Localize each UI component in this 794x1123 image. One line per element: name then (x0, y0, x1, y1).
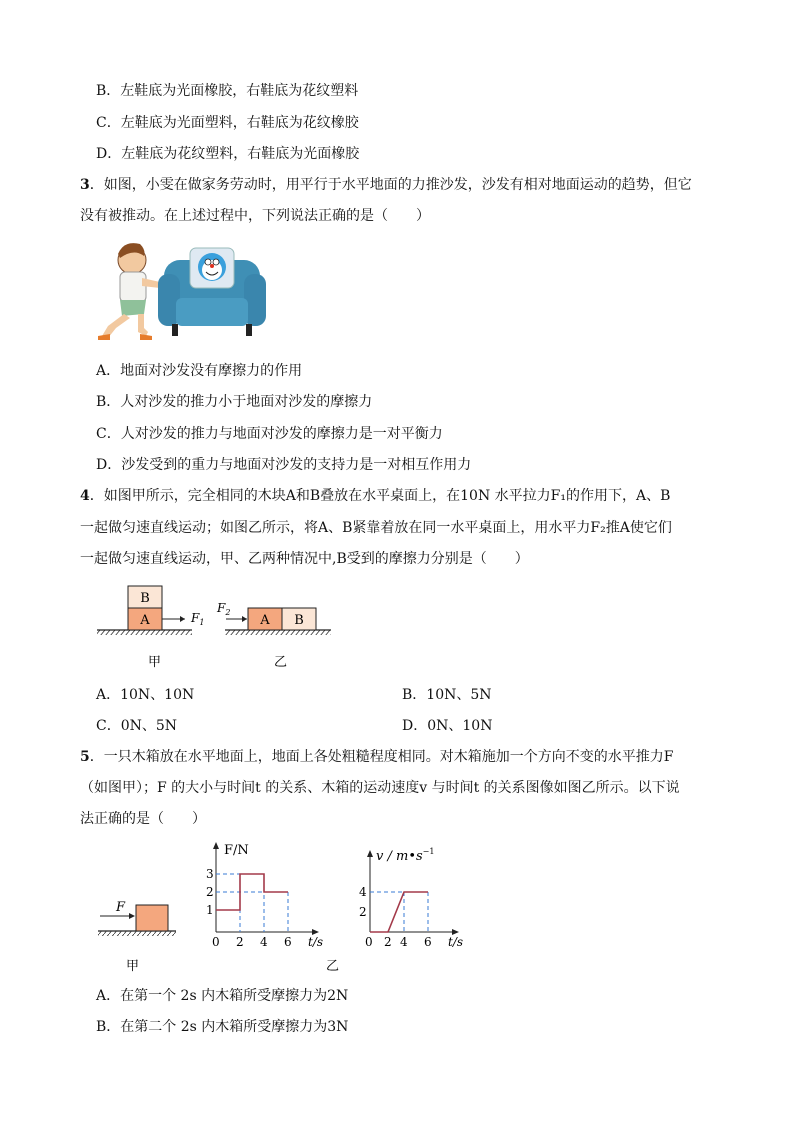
q5-g1-ytick-1: 1 (206, 903, 214, 917)
q4-f1-label: $F_1$ (191, 611, 205, 627)
q4-option-c: C．0N、5N (96, 718, 178, 734)
q5-g2-xlabel: t/s (448, 935, 464, 949)
q5-caption-yi: 乙 (326, 959, 340, 974)
q5-g2-ylabel: v / $m•s^{-1}$ (376, 847, 435, 864)
q5-g2-ytick-4: 4 (359, 885, 367, 899)
q5-g1-xtick-2: 2 (236, 935, 244, 949)
q5-g1-xtick-4: 4 (260, 935, 268, 949)
q5-g2-xtick-2: 2 (384, 935, 392, 949)
q4-block-a-bottom: A (140, 613, 150, 628)
q5-graph-force-time (206, 842, 323, 949)
q3-stem-line2: 没有被推动。在上述过程中，下列说法正确的是（ ） (80, 208, 430, 224)
q4-f2-label: $F_2$ (217, 601, 231, 617)
q5-g1-xlabel: t/s (308, 935, 324, 949)
q5-option-b: B．在第二个 2s 内木箱所受摩擦力为3N (96, 1019, 349, 1035)
q5-g1-ylabel: F/N (224, 843, 249, 858)
q4-block-b-top: B (140, 591, 150, 606)
q4-stem-line1: 4．如图甲所示，完全相同的木块A和B叠放在水平桌面上，在10N 水平拉力F₁的作用下，A、B (80, 488, 671, 504)
q3-sofa-illustration (94, 236, 270, 344)
q5-figure (94, 838, 474, 978)
q5-g2-ytick-2: 2 (359, 905, 367, 919)
q4-stem-line2: 一起做匀速直线运动；如图乙所示，将A、B紧靠着放在同一水平桌面上，用水平力F₂推A使它们 (80, 520, 672, 536)
q5-stem-line3: 法正确的是（ ） (80, 811, 206, 827)
q5-g2-xtick-6: 6 (424, 935, 432, 949)
q5-stem-line1: 5．一只木箱放在水平地面上，地面上各处粗糙程度相同。对木箱施加一个方向不变的水平推力F (80, 749, 674, 765)
q3-option-a: A．地面对沙发没有摩擦力的作用 (96, 363, 303, 379)
q3-option-d: D．沙发受到的重力与地面对沙发的支持力是一对相互作用力 (96, 457, 472, 473)
q5-g1-ytick-2: 2 (206, 885, 214, 899)
q4-caption-yi: 乙 (274, 655, 288, 670)
q5-g1-xtick-0: 0 (212, 935, 220, 949)
q3-option-b: B．人对沙发的推力小于地面对沙发的摩擦力 (96, 394, 373, 410)
q2-option-d: D．左鞋底为花纹塑料，右鞋底为光面橡胶 (96, 146, 360, 162)
q4-option-a: A．10N、10N (96, 687, 195, 703)
q4-blocks-figure (95, 582, 340, 670)
q5-caption-jia: 甲 (126, 959, 140, 974)
q5-g1-xtick-6: 6 (284, 935, 292, 949)
q5-force-label: F (116, 900, 126, 915)
q5-stem-line2: （如图甲）；F 的大小与时间t 的关系、木箱的运动速度v 与时间t 的关系图像如图乙所示。以下说 (80, 780, 680, 796)
q3-option-c: C．人对沙发的推力与地面对沙发的摩擦力是一对平衡力 (96, 426, 443, 442)
q4-stem-line3: 一起做匀速直线运动，甲、乙两种情况中,B受到的摩擦力分别是（ ） (80, 551, 529, 567)
q4-block-b-side: B (294, 613, 304, 628)
q5-option-a: A．在第一个 2s 内木箱所受摩擦力为2N (96, 988, 349, 1004)
q4-block-a-side: A (260, 613, 270, 628)
q5-number: 5 (80, 749, 90, 765)
q5-g2-xtick-0: 0 (365, 935, 373, 949)
q2-option-b: B．左鞋底为光面橡胶，右鞋底为花纹塑料 (96, 83, 359, 99)
q3-stem-line1: 3．如图，小雯在做家务劳动时，用平行于水平地面的力推沙发，沙发有相对地面运动的趋势，但它 (80, 177, 692, 193)
q3-number: 3 (80, 177, 90, 193)
q4-option-d: D．0N、10N (402, 718, 493, 734)
q4-option-b: B．10N、5N (402, 687, 492, 703)
q5-g2-xtick-4: 4 (400, 935, 408, 949)
q5-g1-ytick-3: 3 (206, 867, 214, 881)
q4-number: 4 (80, 488, 90, 504)
q4-caption-jia: 甲 (148, 655, 162, 670)
q2-option-c: C．左鞋底为光面塑料，右鞋底为花纹橡胶 (96, 115, 359, 131)
q5-graph-velocity-time (359, 847, 463, 949)
